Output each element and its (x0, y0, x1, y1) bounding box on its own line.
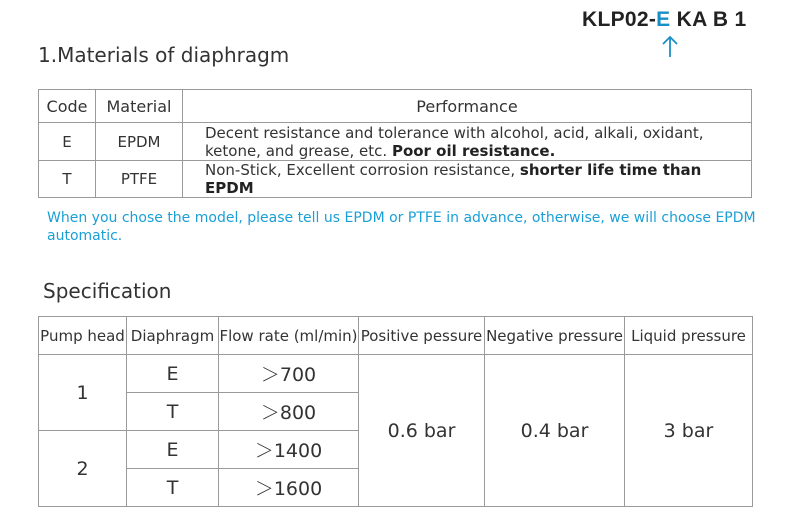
positive-pressure-cell: 0.6 bar (359, 355, 485, 507)
header-code: Code (39, 90, 96, 123)
flow-rate-cell: ＞1400 (219, 431, 359, 469)
pump-head-cell: 1 (39, 355, 127, 431)
header-positive-pressure: Positive pessure (359, 317, 485, 355)
negative-pressure-cell: 0.4 bar (485, 355, 625, 507)
up-arrow-icon (661, 34, 679, 58)
header-pump-head: Pump head (39, 317, 127, 355)
model-code-prefix: KLP02- (582, 8, 657, 31)
table-header-row (39, 317, 753, 355)
table-row (39, 161, 752, 198)
header-flow-rate: Flow rate (ml/min) (219, 317, 359, 355)
performance-text: Decent resistance and tolerance with alcohol, acid, alkali, oxidant, ketone, and grease, etc. (205, 123, 704, 160)
specification-section-title: Specification (43, 279, 172, 303)
materials-table (38, 89, 752, 198)
performance-bold-text: Poor oil resistance. (391, 141, 556, 160)
performance-cell (183, 161, 752, 198)
model-code (582, 8, 746, 32)
header-performance: Performance (183, 90, 752, 123)
header-material: Material (96, 90, 183, 123)
header-negative-pressure: Negative pressure (485, 317, 625, 355)
liquid-pressure-cell: 3 bar (625, 355, 753, 507)
table-row (39, 355, 753, 393)
material-cell: PTFE (96, 161, 183, 198)
diaphragm-cell: E (127, 431, 219, 469)
flow-rate-cell: ＞700 (219, 355, 359, 393)
flow-rate-cell: ＞800 (219, 393, 359, 431)
header-liquid-pressure: Liquid pressure (625, 317, 753, 355)
performance-cell (183, 123, 752, 161)
code-cell: T (39, 161, 96, 198)
table-header-row (39, 90, 752, 123)
material-cell: EPDM (96, 123, 183, 161)
header-diaphragm: Diaphragm (127, 317, 219, 355)
flow-rate-cell: ＞1600 (219, 469, 359, 507)
materials-section-title: 1.Materials of diaphragm (38, 43, 290, 67)
code-cell: E (39, 123, 96, 161)
model-code-suffix: KA B 1 (670, 8, 747, 31)
diaphragm-cell: T (127, 393, 219, 431)
specification-table (38, 316, 753, 507)
performance-bold-text: shorter life time than EPDM (205, 161, 702, 197)
model-code-highlight: E (656, 8, 671, 31)
performance-text: Non-Stick, Excellent corrosion resistance, (205, 161, 520, 179)
selection-note: When you chose the model, please tell us EPDM or PTFE in advance, otherwise, we will choose EPDM automatic. (47, 210, 756, 244)
pump-head-cell: 2 (39, 431, 127, 507)
diaphragm-cell: T (127, 469, 219, 507)
table-row (39, 123, 752, 161)
diaphragm-cell: E (127, 355, 219, 393)
